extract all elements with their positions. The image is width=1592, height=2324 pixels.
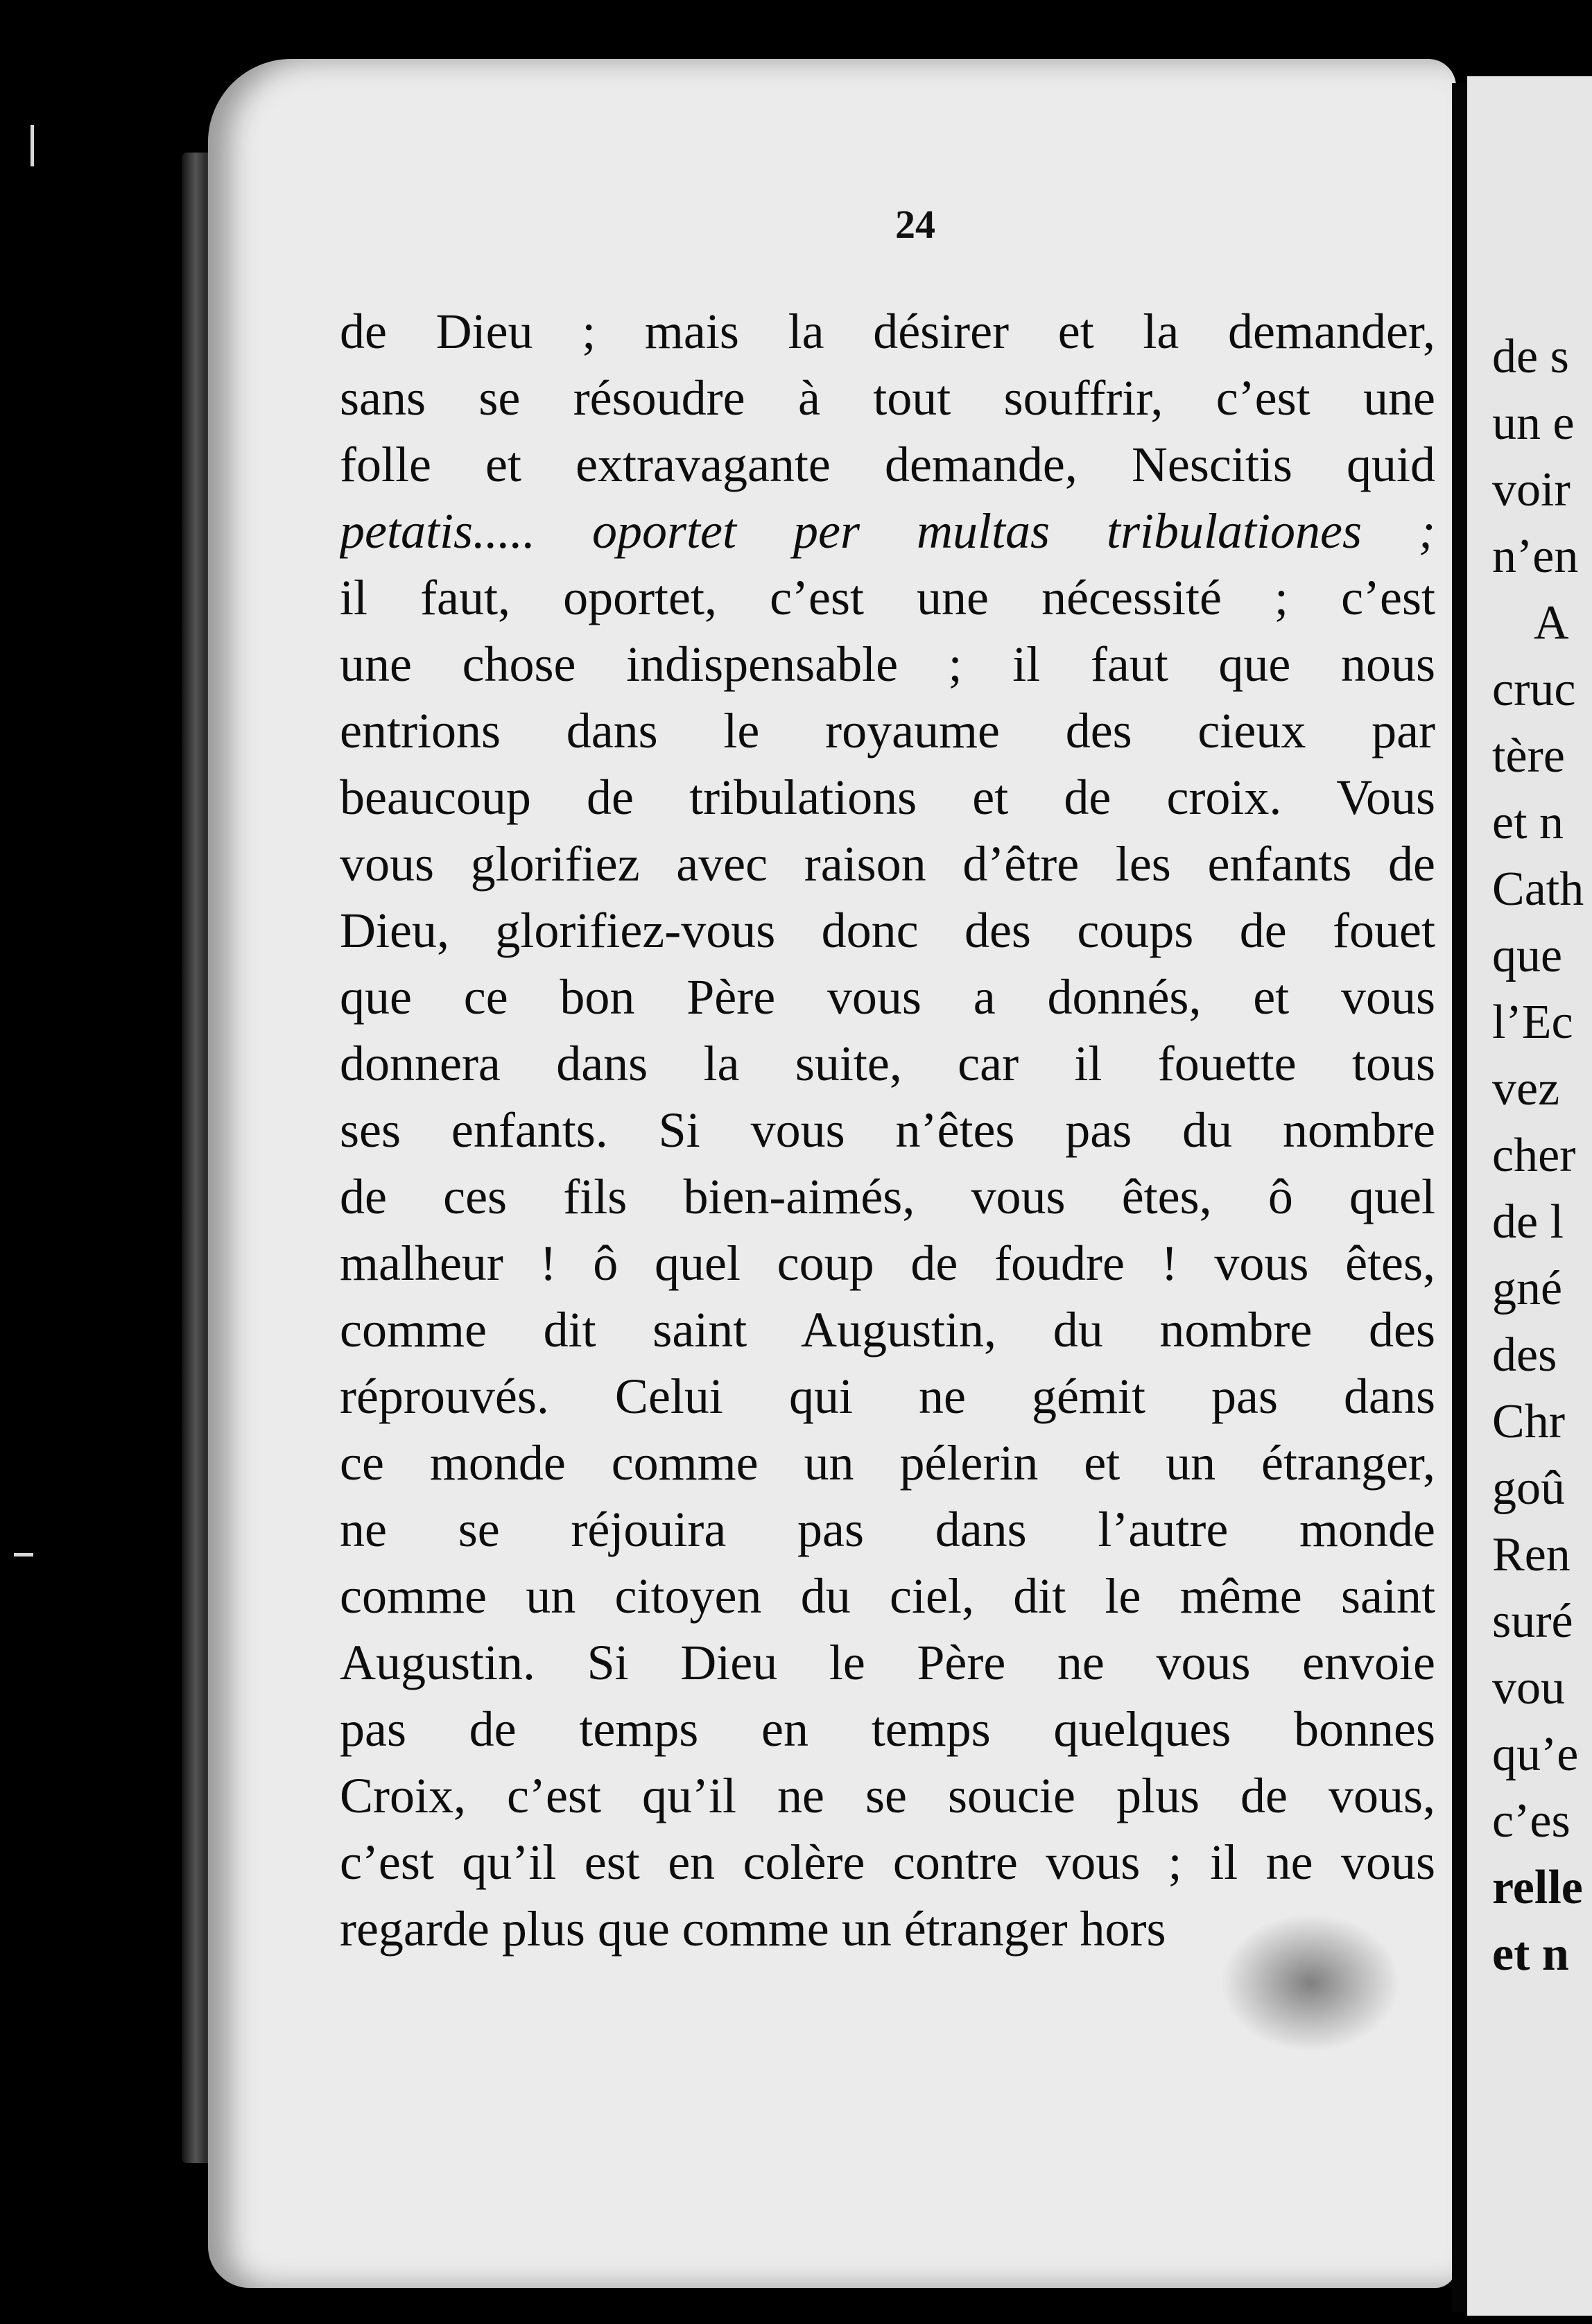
right-page-line: qu’e xyxy=(1492,1728,1579,1781)
right-page-line: vou xyxy=(1492,1661,1565,1715)
right-page-line: Ren xyxy=(1492,1528,1571,1581)
right-page-line: tère xyxy=(1492,729,1565,783)
text-line: Dieu, glorifiez-vous donc des coups de fouet xyxy=(340,903,1435,958)
right-page-line: que xyxy=(1492,929,1563,982)
right-page-line: l’Ec xyxy=(1492,996,1573,1049)
text-line: une chose indispensable ; il faut que nous xyxy=(340,636,1435,692)
scan-mark xyxy=(14,1553,33,1556)
text-line: comme dit saint Augustin, du nombre des xyxy=(340,1302,1435,1358)
text-line: ne se réjouira pas dans l’autre monde xyxy=(340,1502,1435,1557)
right-page-line: n’en xyxy=(1492,530,1579,583)
right-page-line: gné xyxy=(1492,1262,1563,1315)
ink-smudge xyxy=(1220,1914,1401,2052)
book-gutter xyxy=(1452,83,1467,2312)
right-page-line: un e xyxy=(1492,397,1575,450)
right-page-line: et n xyxy=(1492,1927,1569,1981)
right-page-line: et n xyxy=(1492,796,1564,849)
text-line: donnera dans la suite, car il fouette tous xyxy=(340,1036,1435,1091)
right-page-line: cruc xyxy=(1492,663,1576,716)
right-page-line: Chr xyxy=(1492,1395,1565,1448)
text-line: Croix, c’est qu’il ne se soucie plus de vous, xyxy=(340,1768,1435,1823)
text-line: de ces fils bien-aimés, vous êtes, ô quel xyxy=(340,1169,1435,1224)
right-page-line: des xyxy=(1492,1328,1557,1382)
right-page-line: de l xyxy=(1492,1195,1564,1249)
text-line: pas de temps en temps quelques bonnes xyxy=(340,1701,1435,1757)
right-page-line: A xyxy=(1534,596,1569,650)
text-line: c’est qu’il est en colère contre vous ; il ne vous xyxy=(340,1835,1435,1890)
right-page-line: cher xyxy=(1492,1129,1576,1182)
right-page-line: c’es xyxy=(1492,1794,1571,1848)
text-line: malheur ! ô quel coup de foudre ! vous êtes, xyxy=(340,1235,1435,1291)
text-line: folle et extravagante demande, Nescitis quid xyxy=(340,437,1435,492)
text-line: il faut, oportet, c’est une nécessité ; c’est xyxy=(340,570,1435,625)
text-line: ses enfants. Si vous n’êtes pas du nombre xyxy=(340,1102,1435,1158)
text-line: petatis..... oportet per multas tribulationes ; xyxy=(340,503,1435,559)
scan-mark xyxy=(31,125,34,166)
text-line: vous glorifiez avec raison d’être les enfants de xyxy=(340,836,1435,892)
right-page-line: voir xyxy=(1492,463,1571,517)
text-line: Augustin. Si Dieu le Père ne vous envoie xyxy=(340,1635,1435,1690)
text-line: sans se résoudre à tout souffrir, c’est une xyxy=(340,370,1435,426)
text-line: comme un citoyen du ciel, dit le même saint xyxy=(340,1568,1435,1624)
right-page-line: suré xyxy=(1492,1595,1573,1648)
text-line: réprouvés. Celui qui ne gémit pas dans xyxy=(340,1369,1435,1424)
text-line: entrions dans le royaume des cieux par xyxy=(340,703,1435,758)
text-line: ce monde comme un pélerin et un étranger, xyxy=(340,1435,1435,1491)
page-number: 24 xyxy=(895,202,935,247)
text-line: que ce bon Père vous a donnés, et vous xyxy=(340,969,1435,1025)
right-page-line: relle xyxy=(1492,1861,1583,1914)
right-page-line: goû xyxy=(1492,1462,1565,1515)
body-text xyxy=(340,298,1435,1962)
right-page-line: vez xyxy=(1492,1062,1560,1116)
right-page-line: de s xyxy=(1492,330,1569,383)
right-page-line: Cath xyxy=(1492,862,1584,916)
text-line: de Dieu ; mais la désirer et la demander, xyxy=(340,304,1435,359)
right-page xyxy=(1467,76,1592,2316)
text-line: regarde plus que comme un étranger hors xyxy=(340,1901,1166,1957)
text-line: beaucoup de tribulations et de croix. Vous xyxy=(340,770,1435,825)
